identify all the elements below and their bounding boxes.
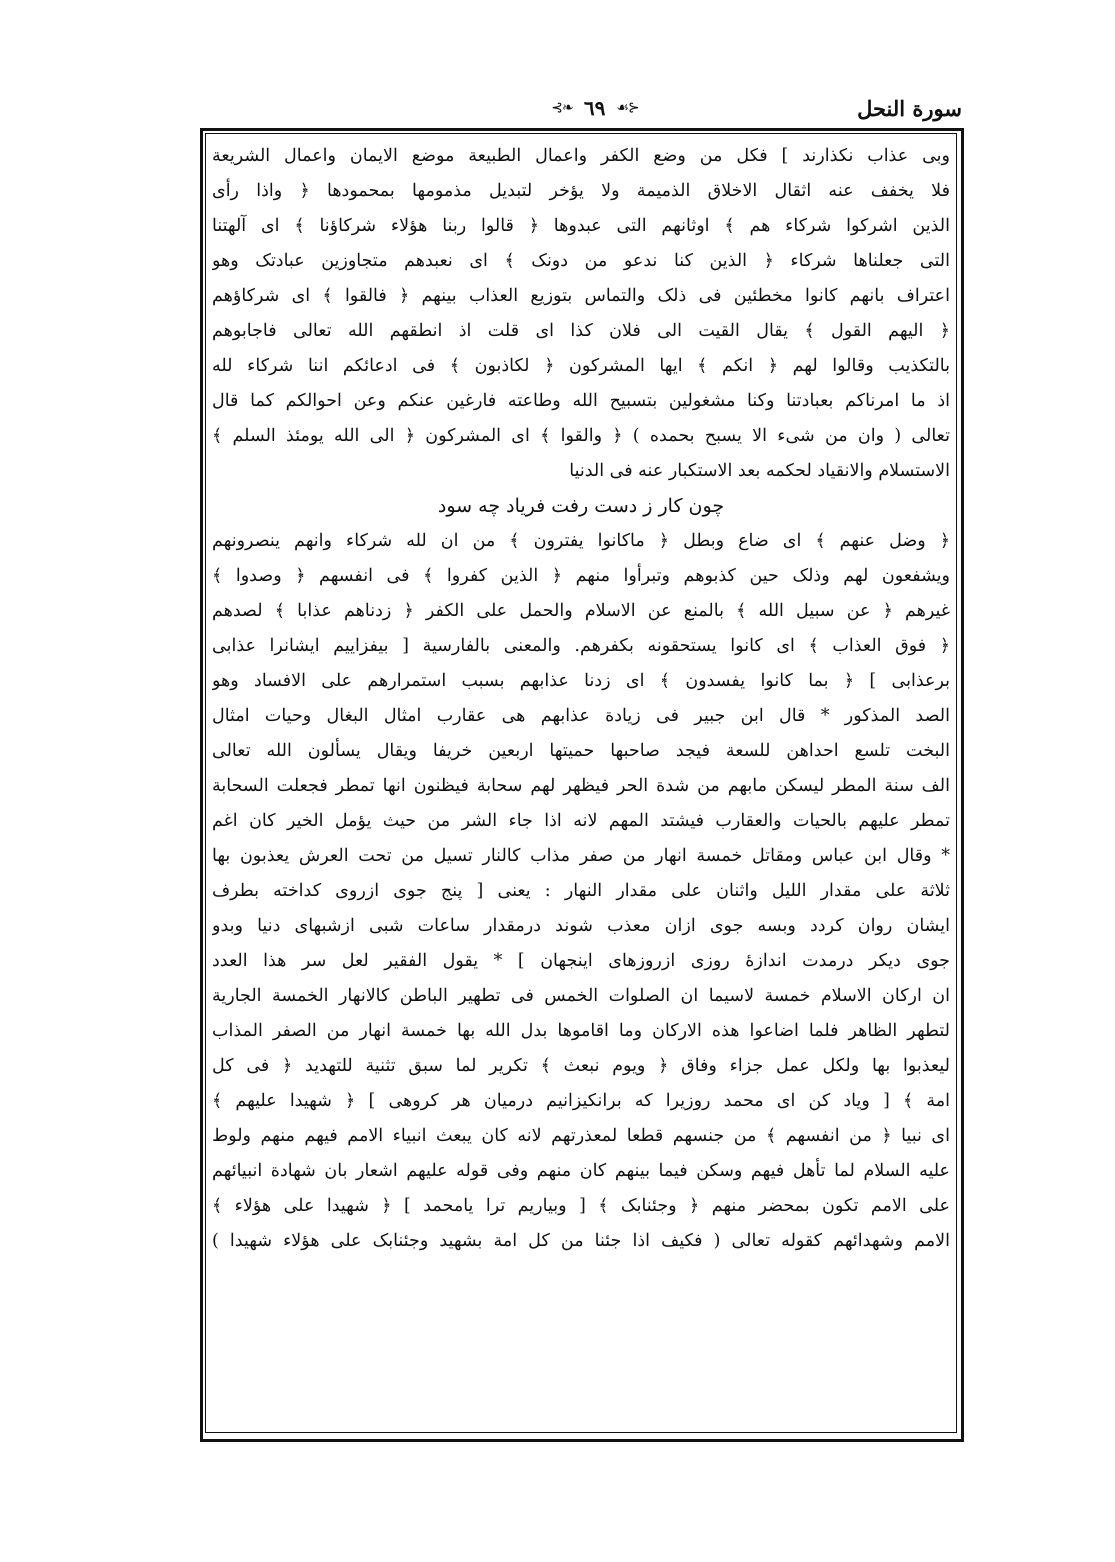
text-line: الامم وشهدائهم کقوله تعالی ( فکیف اذا جئنا من کل امة بشهید وجئنابک علی هؤلاء شهیدا ) [212, 1231, 950, 1251]
text-line: الصد المذکور * قال ابن جبیر فی زیادة عذابهم هی عقارب امثال البغال وحیات امثال [212, 706, 950, 726]
text-line: البخت تلسع احداهن للسعة فیجد صاحبها حمیتها اربعین خریفا ویقال یسألون الله تعالی [212, 741, 950, 761]
text-line: جوی دیکر درمدت اندازهٔ روزی ازروزهای اینجهان ] * یقول الفقیر لعل سر هذا العدد [212, 951, 950, 971]
page-header [200, 96, 962, 126]
text-line: * وقال ابن عباس ومقاتل خمسة انهار من صفر مذاب کالنار تسیل من تحت العرش یعذبون بها [212, 846, 950, 866]
text-line: علی الامم تکون بمحضر منهم ﴿ وجئنابک ﴾ [ وبیاریم ترا یامحمد ] ﴿ شهیدا علی هؤلاء ﴾ [212, 1196, 950, 1216]
text-line: بالتکذیب وقالوا لهم ﴿ انکم ﴾ ایها المشرکون ﴿ لکاذبون ﴾ فی ادعائکم اننا شرکاء لله [212, 356, 950, 376]
text-line: ﴿ وضل عنهم ﴾ ای ضاع وبطل ﴿ ماکانوا یفترون ﴾ من ان لله شرکاء وانهم ینصرونهم [212, 531, 950, 551]
text-line: لتطهر الظاهر فلما اضاعوا هذه الارکان وما اقاموها بدل الله بها خمسة انهار من الصفر المذاب [212, 1021, 950, 1041]
text-line: ﴿ فوق العذاب ﴾ ای کانوا یستحقونه بکفرهم. والمعنی بالفارسیة [ بیفزاییم ایشانرا عذابی [212, 636, 950, 656]
text-line: اذ ما امرناکم بعبادتنا وکنا مشغولین بتسبیح الله وطاعته فارغین عنکم وعن احوالکم کما قال [212, 391, 950, 411]
text-line: الاستسلام والانقیاد لحکمه بعد الاستکبار عنه فی الدنیا [569, 461, 950, 481]
text-line: لیعذبوا بها ولکل عمل جزاء وفاق ﴿ ویوم نبعث ﴾ تکریر لما سبق تثنیة للتهدید ﴿ فی کل [212, 1056, 950, 1076]
text-line: تعالی ( وان من شیء الا یسبح بحمده ) ﴿ والقوا ﴾ ای المشرکون ﴿ الی الله یومئذ السلم ﴾ [212, 426, 950, 446]
ornament-left-icon: ⊰❧ [551, 100, 573, 116]
text-line: امة ﴾ [ ویاد کن ای محمد روزیرا که برانکیزانیم درمیان هر کروهی ] ﴿ شهیدا علیهم ﴾ [212, 1091, 950, 1111]
text-line: تمطر علیهم بالحیات والعقارب فیشتد المهم لانه اذا جاء الشر من حیث یؤمل الخیر کان اغم [212, 811, 950, 831]
text-line: ایشان روان کردد وبسه جوی ازان معذب شوند درمقدار ساعات شبی ازشبهای دنیا وبدو [212, 916, 950, 936]
text-line: ﴿ الیهم القول ﴾ یقال القیت الی فلان کذا ای قلت اذ انطقهم الله تعالی فاجابوهم [212, 321, 950, 341]
text-line: علیه السلام لما تأهل فیهم وسکن فیما بینهم کان منهم وفی قوله علیهم اشعار بان شهادة انبیائهم [212, 1161, 950, 1181]
text-line: الذین اشرکوا شرکاء هم ﴾ اوثانهم التی عبدوها ﴿ قالوا ربنا هؤلاء شرکاؤنا ﴾ ای آلهتنا [212, 216, 950, 236]
text-line: الف سنة المطر لیسکن مابهم من شدة الحر فیظهر لهم سحابة فیظنون انها تمطر فجعلت السحابة [212, 776, 950, 796]
text-line: وبی عذاب نکذارند ] فکل من وضع الکفر واعمال الطبیعة موضع الایمان واعمال الشریعة [212, 146, 950, 166]
text-line: ای نبیا ﴿ من انفسهم ﴾ من جنسهم قطعا لمعذرتهم لانه کان یبعث انبیاء الامم فیهم منهم ولوط [212, 1126, 950, 1146]
text-body [212, 138, 950, 1432]
text-line: غیرهم ﴿ عن سبیل الله ﴾ بالمنع عن الاسلام والحمل علی الکفر ﴿ زدناهم عذابا ﴾ لصدهم [212, 601, 950, 621]
text-line: ان ارکان الاسلام خمسة لاسیما ان الصلوات الخمس فی تطهیر الباطن کالانهار الخمسة الجاریة [212, 986, 950, 1006]
surah-title: سورة النحل [857, 96, 962, 121]
text-line: اعتراف بانهم کانوا مخطئین فی ذلک والتماس بتوزیع العذاب بینهم ﴿ فالقوا ﴾ ای شرکاؤهم [212, 286, 950, 306]
persian-verse-line: چون کار ز دست رفت فریاد چه سود [437, 495, 725, 517]
text-line: ثلاثة علی مقدار اللیل واثنان علی مقدار النهار : یعنی [ پنج جوی ازروی کداخته بطرف [212, 881, 950, 901]
page-number: ٦٩ [583, 96, 606, 120]
text-line: برعذابی ] ﴿ بما کانوا یفسدون ﴾ ای زدنا عذابهم بسبب استمرارهم علی الافساد وهو [212, 671, 950, 691]
page-number-block [530, 96, 660, 120]
ornament-right-icon: ☙⊱ [616, 100, 639, 116]
text-line: ویشفعون لهم وذلک حین کذبوهم وتبرأوا منهم ﴿ الذین کفروا ﴾ فی انفسهم ﴿ وصدوا ﴾ [212, 566, 950, 586]
text-line: التی جعلناها شرکاء ﴿ الذین کنا ندعو من دونک ﴾ ای نعبدهم متجاوزین عبادتک وهو [212, 251, 950, 271]
text-line: فلا یخفف عنه اثقال الاخلاق الذمیمة ولا یؤخر لتبدیل مذمومها بمحمودها ﴿ واذا رأی [212, 181, 950, 201]
